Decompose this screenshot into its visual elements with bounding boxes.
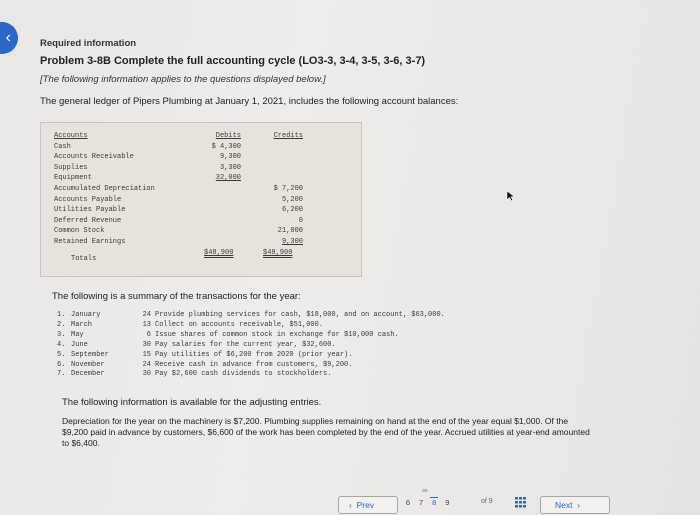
accounts-column (54, 131, 155, 264)
chevron-left-icon: ‹ (5, 29, 11, 46)
summary-title: The following is a summary of the transactions for the year: (52, 291, 301, 302)
next-label: Next (555, 500, 573, 510)
intro-text: The general ledger of Pipers Plumbing at January 1, 2021, includes the following account balances: (40, 96, 459, 107)
page-link[interactable]: 6 (405, 498, 411, 507)
chevron-left-icon: ‹ (349, 500, 352, 510)
list-item: 7. December 30 Pay $2,600 cash dividends to stockholders. (57, 370, 332, 379)
required-info-label: Required information (40, 38, 137, 49)
page-numbers (404, 497, 454, 507)
total-debits: $48,900 (204, 249, 234, 257)
chevron-right-icon: › (577, 500, 581, 510)
prev-label: Prev (356, 500, 375, 510)
info-note: [The following information applies to the questions displayed below.] (40, 74, 326, 85)
credit-value: 0 (298, 216, 303, 225)
list-item: 2. March 13 Collect on accounts receivable, $51,000. (57, 320, 324, 329)
pagination-footer (0, 486, 700, 515)
account-name: Supplies (54, 163, 88, 172)
page-link-current[interactable]: 8 (432, 498, 437, 507)
debits-header: Debits (215, 132, 241, 140)
prev-button[interactable] (338, 496, 398, 514)
credits-column (259, 131, 303, 248)
problem-title: Problem 3-8B Complete the full accounting cycle (LO3-3, 3-4, 3-5, 3-6, 3-7) (40, 55, 426, 67)
page-link[interactable]: 7 (419, 498, 424, 507)
list-item: 1. January 24 Provide plumbing services for cash, $18,000, and on account, $63,000. (57, 311, 445, 319)
mouse-cursor-icon (506, 190, 516, 202)
account-name: Common Stock (54, 227, 105, 236)
accounts-header: Accounts (54, 132, 88, 140)
debit-value: $ 4,300 (211, 142, 241, 151)
account-name: Retained Earnings (54, 237, 126, 246)
page-link[interactable]: 9 (445, 498, 450, 507)
account-name: Deferred Revenue (54, 216, 122, 225)
debits-column (199, 131, 241, 184)
list-item: 4. June 30 Pay salaries for the current year, $32,600. (57, 340, 336, 349)
account-name: Accumulated Depreciation (54, 184, 155, 193)
debit-value: 9,300 (219, 153, 241, 162)
credit-value: 9,300 (281, 237, 303, 246)
account-name: Accounts Receivable (54, 153, 134, 162)
list-item: 3. May 6 Issue shares of common stock in exchange for $10,000 cash. (57, 330, 399, 339)
account-name: Utilities Payable (54, 206, 126, 215)
general-ledger-table (40, 122, 362, 277)
grid-icon[interactable] (515, 497, 529, 509)
link-icon: ∞ (422, 486, 428, 495)
list-item: 6. November 24 Receive cash in advance from customers, $9,200. (57, 360, 353, 369)
adjusting-title: The following information is available for the adjusting entries. (62, 397, 322, 408)
account-name: Accounts Payable (54, 195, 122, 204)
back-nav-button[interactable] (0, 22, 18, 54)
credit-value: 21,000 (277, 227, 303, 236)
transactions-list (57, 311, 445, 380)
totals-label: Totals (71, 254, 97, 263)
next-button[interactable] (540, 496, 610, 514)
page-count: of 9 (481, 498, 493, 505)
list-item: 5. September 15 Pay utilities of $6,200 from 2020 (prior year). (57, 350, 353, 359)
account-name: Cash (54, 142, 71, 151)
credit-value: 6,200 (281, 206, 303, 215)
account-name: Equipment (54, 174, 92, 183)
debit-value: 32,000 (215, 174, 241, 183)
credit-value: $ 7,200 (273, 184, 303, 193)
debit-value: 3,300 (219, 163, 241, 172)
adjusting-text: Depreciation for the year on the machinery is $7,200. Plumbing supplies remaining on hand at the end of the year equal $1,000. Of the $9,200 paid in advance by customers, $6,600 of the work has been completed by the end of the year. Accrued utilities at year-end amounted to $6,400. (62, 416, 590, 448)
total-credits: $48,900 (263, 249, 293, 257)
credit-value: 5,200 (281, 195, 303, 204)
credits-header: Credits (273, 132, 303, 140)
